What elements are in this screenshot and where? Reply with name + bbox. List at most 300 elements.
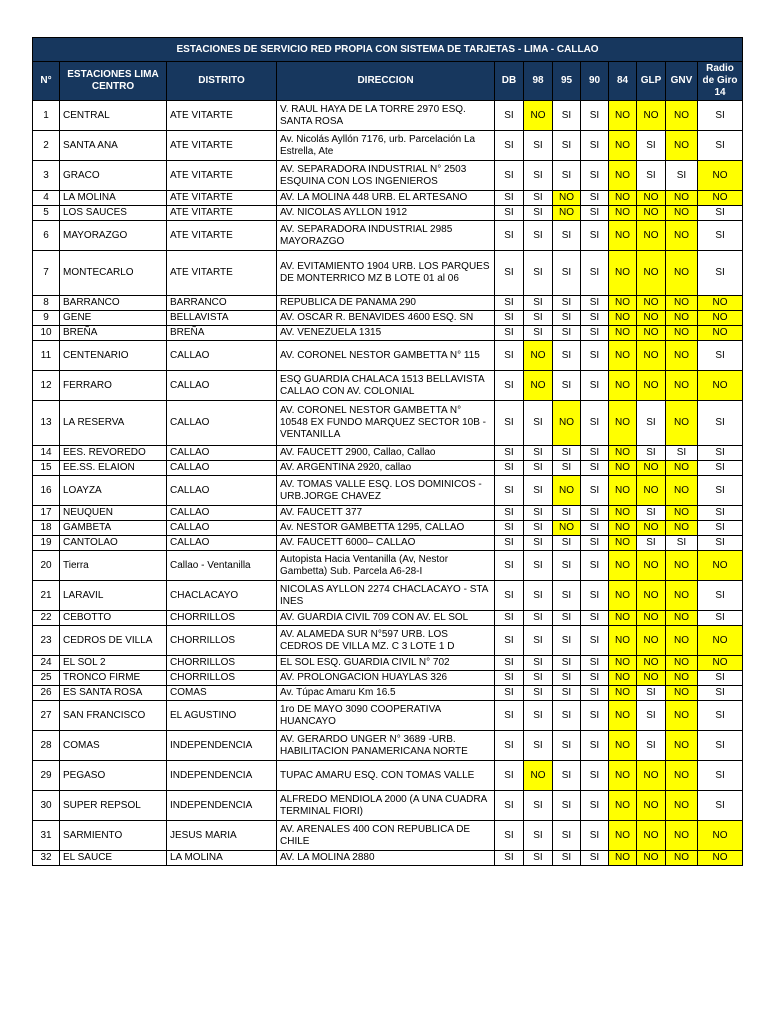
address: AV. LA MOLINA 2880 xyxy=(277,851,495,866)
address: AV. SEPARADORA INDUSTRIAL 2985 MAYORAZGO xyxy=(277,221,495,251)
flag-db: SI xyxy=(495,101,524,131)
row-number: 25 xyxy=(33,671,60,686)
station-name: EES. REVOREDO xyxy=(60,446,167,461)
header-84: 84 xyxy=(609,62,637,101)
flag-gnv: NO xyxy=(666,371,698,401)
flag-90: SI xyxy=(581,311,609,326)
flag-90: SI xyxy=(581,551,609,581)
flag-84: NO xyxy=(609,536,637,551)
flag-90: SI xyxy=(581,701,609,731)
flag-gnv: NO xyxy=(666,251,698,296)
row-number: 13 xyxy=(33,401,60,446)
table-title: ESTACIONES DE SERVICIO RED PROPIA CON SISTEMA DE TARJETAS - LIMA - CALLAO xyxy=(33,38,743,62)
stations-table xyxy=(32,37,743,866)
flag-radio-giro: SI xyxy=(698,101,743,131)
flag-gnv: NO xyxy=(666,671,698,686)
table-body xyxy=(33,101,743,866)
flag-gnv: NO xyxy=(666,461,698,476)
flag-95: SI xyxy=(553,461,581,476)
table-row xyxy=(33,476,743,506)
table-row xyxy=(33,101,743,131)
header-95: 95 xyxy=(553,62,581,101)
address: AV. NICOLAS AYLLON 1912 xyxy=(277,206,495,221)
flag-db: SI xyxy=(495,311,524,326)
flag-glp: NO xyxy=(637,326,666,341)
district-name: CHORRILLOS xyxy=(167,626,277,656)
flag-98: SI xyxy=(524,791,553,821)
header-glp: GLP xyxy=(637,62,666,101)
flag-gnv: NO xyxy=(666,206,698,221)
flag-glp: NO xyxy=(637,251,666,296)
district-name: BELLAVISTA xyxy=(167,311,277,326)
address: AV. FAUCETT 2900, Callao, Callao xyxy=(277,446,495,461)
flag-radio-giro: SI xyxy=(698,221,743,251)
station-name: SAN FRANCISCO xyxy=(60,701,167,731)
flag-84: NO xyxy=(609,821,637,851)
flag-db: SI xyxy=(495,851,524,866)
district-name: CALLAO xyxy=(167,536,277,551)
district-name: BREÑA xyxy=(167,326,277,341)
flag-gnv: NO xyxy=(666,506,698,521)
flag-gnv: NO xyxy=(666,626,698,656)
flag-98: SI xyxy=(524,821,553,851)
flag-98: SI xyxy=(524,251,553,296)
flag-84: NO xyxy=(609,551,637,581)
row-number: 16 xyxy=(33,476,60,506)
flag-95: SI xyxy=(553,626,581,656)
table-row xyxy=(33,656,743,671)
table-row xyxy=(33,341,743,371)
table-row xyxy=(33,851,743,866)
station-name: MONTECARLO xyxy=(60,251,167,296)
flag-98: SI xyxy=(524,476,553,506)
flag-db: SI xyxy=(495,611,524,626)
flag-98: SI xyxy=(524,671,553,686)
flag-gnv: NO xyxy=(666,101,698,131)
flag-radio-giro: SI xyxy=(698,461,743,476)
flag-90: SI xyxy=(581,521,609,536)
header-number: N° xyxy=(33,62,60,101)
row-number: 11 xyxy=(33,341,60,371)
row-number: 28 xyxy=(33,731,60,761)
row-number: 3 xyxy=(33,161,60,191)
flag-gnv: NO xyxy=(666,191,698,206)
flag-84: NO xyxy=(609,731,637,761)
flag-radio-giro: SI xyxy=(698,341,743,371)
flag-90: SI xyxy=(581,326,609,341)
flag-gnv: NO xyxy=(666,686,698,701)
flag-glp: NO xyxy=(637,791,666,821)
header-90: 90 xyxy=(581,62,609,101)
flag-90: SI xyxy=(581,101,609,131)
flag-radio-giro: SI xyxy=(698,476,743,506)
district-name: COMAS xyxy=(167,686,277,701)
station-name: FERRARO xyxy=(60,371,167,401)
flag-98: SI xyxy=(524,656,553,671)
flag-98: SI xyxy=(524,551,553,581)
flag-84: NO xyxy=(609,251,637,296)
flag-95: SI xyxy=(553,506,581,521)
row-number: 23 xyxy=(33,626,60,656)
flag-84: NO xyxy=(609,296,637,311)
row-number: 21 xyxy=(33,581,60,611)
row-number: 19 xyxy=(33,536,60,551)
flag-gnv: NO xyxy=(666,476,698,506)
address: AV. SEPARADORA INDUSTRIAL N° 2503 ESQUINA CON LOS INGENIEROS xyxy=(277,161,495,191)
flag-95: SI xyxy=(553,536,581,551)
flag-radio-giro: NO xyxy=(698,851,743,866)
station-name: GENE xyxy=(60,311,167,326)
flag-90: SI xyxy=(581,851,609,866)
district-name: ATE VITARTE xyxy=(167,101,277,131)
district-name: CALLAO xyxy=(167,446,277,461)
row-number: 17 xyxy=(33,506,60,521)
district-name: INDEPENDENCIA xyxy=(167,761,277,791)
flag-90: SI xyxy=(581,626,609,656)
row-number: 20 xyxy=(33,551,60,581)
flag-glp: NO xyxy=(637,551,666,581)
flag-84: NO xyxy=(609,101,637,131)
station-name: CENTENARIO xyxy=(60,341,167,371)
flag-radio-giro: SI xyxy=(698,686,743,701)
flag-90: SI xyxy=(581,251,609,296)
flag-db: SI xyxy=(495,161,524,191)
flag-gnv: NO xyxy=(666,221,698,251)
district-name: INDEPENDENCIA xyxy=(167,731,277,761)
flag-db: SI xyxy=(495,206,524,221)
flag-glp: NO xyxy=(637,206,666,221)
address: AV. GUARDIA CIVIL 709 CON AV. EL SOL xyxy=(277,611,495,626)
flag-90: SI xyxy=(581,161,609,191)
flag-db: SI xyxy=(495,731,524,761)
station-name: SUPER REPSOL xyxy=(60,791,167,821)
flag-84: NO xyxy=(609,521,637,536)
address: ESQ GUARDIA CHALACA 1513 BELLAVISTA CALLAO CON AV. COLONIAL xyxy=(277,371,495,401)
district-name: ATE VITARTE xyxy=(167,191,277,206)
flag-84: NO xyxy=(609,671,637,686)
flag-db: SI xyxy=(495,401,524,446)
district-name: ATE VITARTE xyxy=(167,161,277,191)
flag-84: NO xyxy=(609,851,637,866)
flag-radio-giro: SI xyxy=(698,791,743,821)
flag-radio-giro: SI xyxy=(698,581,743,611)
flag-95: SI xyxy=(553,311,581,326)
flag-84: NO xyxy=(609,311,637,326)
flag-95: SI xyxy=(553,656,581,671)
flag-radio-giro: NO xyxy=(698,371,743,401)
flag-radio-giro: NO xyxy=(698,326,743,341)
flag-glp: SI xyxy=(637,686,666,701)
flag-90: SI xyxy=(581,206,609,221)
flag-98: SI xyxy=(524,221,553,251)
station-name: LA RESERVA xyxy=(60,401,167,446)
row-number: 18 xyxy=(33,521,60,536)
flag-gnv: NO xyxy=(666,821,698,851)
flag-radio-giro: SI xyxy=(698,611,743,626)
flag-glp: NO xyxy=(637,611,666,626)
table-row xyxy=(33,521,743,536)
flag-84: NO xyxy=(609,476,637,506)
address: REPUBLICA DE PANAMA 290 xyxy=(277,296,495,311)
row-number: 22 xyxy=(33,611,60,626)
district-name: CALLAO xyxy=(167,476,277,506)
flag-db: SI xyxy=(495,551,524,581)
flag-radio-giro: NO xyxy=(698,626,743,656)
row-number: 1 xyxy=(33,101,60,131)
flag-gnv: NO xyxy=(666,731,698,761)
address: AV. PROLONGACION HUAYLAS 326 xyxy=(277,671,495,686)
row-number: 30 xyxy=(33,791,60,821)
district-name: LA MOLINA xyxy=(167,851,277,866)
flag-radio-giro: SI xyxy=(698,521,743,536)
flag-gnv: NO xyxy=(666,131,698,161)
row-number: 10 xyxy=(33,326,60,341)
flag-db: SI xyxy=(495,536,524,551)
flag-98: SI xyxy=(524,851,553,866)
flag-gnv: NO xyxy=(666,326,698,341)
flag-98: SI xyxy=(524,521,553,536)
flag-gnv: NO xyxy=(666,341,698,371)
flag-glp: NO xyxy=(637,371,666,401)
row-number: 12 xyxy=(33,371,60,401)
address: AV. OSCAR R. BENAVIDES 4600 ESQ. SN xyxy=(277,311,495,326)
flag-db: SI xyxy=(495,131,524,161)
flag-db: SI xyxy=(495,296,524,311)
table-row xyxy=(33,446,743,461)
flag-98: SI xyxy=(524,401,553,446)
table-row xyxy=(33,611,743,626)
flag-95: SI xyxy=(553,296,581,311)
row-number: 29 xyxy=(33,761,60,791)
flag-95: SI xyxy=(553,581,581,611)
district-name: ATE VITARTE xyxy=(167,251,277,296)
flag-90: SI xyxy=(581,821,609,851)
row-number: 31 xyxy=(33,821,60,851)
header-row xyxy=(33,62,743,101)
flag-95: SI xyxy=(553,131,581,161)
district-name: CALLAO xyxy=(167,371,277,401)
flag-84: NO xyxy=(609,701,637,731)
flag-db: SI xyxy=(495,791,524,821)
flag-gnv: NO xyxy=(666,611,698,626)
flag-90: SI xyxy=(581,611,609,626)
station-name: CEBOTTO xyxy=(60,611,167,626)
district-name: ATE VITARTE xyxy=(167,131,277,161)
flag-gnv: NO xyxy=(666,656,698,671)
flag-84: NO xyxy=(609,611,637,626)
flag-95: SI xyxy=(553,446,581,461)
flag-84: NO xyxy=(609,686,637,701)
flag-glp: SI xyxy=(637,161,666,191)
district-name: CALLAO xyxy=(167,521,277,536)
station-name: LA MOLINA xyxy=(60,191,167,206)
district-name: EL AGUSTINO xyxy=(167,701,277,731)
flag-radio-giro: SI xyxy=(698,131,743,161)
table-row xyxy=(33,551,743,581)
station-name: GAMBETA xyxy=(60,521,167,536)
flag-glp: NO xyxy=(637,101,666,131)
flag-glp: NO xyxy=(637,626,666,656)
flag-db: SI xyxy=(495,446,524,461)
flag-95: SI xyxy=(553,101,581,131)
flag-db: SI xyxy=(495,671,524,686)
district-name: INDEPENDENCIA xyxy=(167,791,277,821)
flag-95: SI xyxy=(553,341,581,371)
flag-glp: NO xyxy=(637,521,666,536)
flag-glp: SI xyxy=(637,701,666,731)
station-name: SARMIENTO xyxy=(60,821,167,851)
header-address: DIRECCION xyxy=(277,62,495,101)
district-name: CHORRILLOS xyxy=(167,671,277,686)
flag-90: SI xyxy=(581,506,609,521)
flag-db: SI xyxy=(495,476,524,506)
station-name: NEUQUEN xyxy=(60,506,167,521)
station-name: Tierra xyxy=(60,551,167,581)
flag-95: SI xyxy=(553,371,581,401)
flag-db: SI xyxy=(495,701,524,731)
flag-84: NO xyxy=(609,506,637,521)
flag-95: NO xyxy=(553,521,581,536)
flag-radio-giro: SI xyxy=(698,536,743,551)
district-name: CALLAO xyxy=(167,341,277,371)
flag-glp: NO xyxy=(637,851,666,866)
flag-glp: SI xyxy=(637,506,666,521)
flag-95: SI xyxy=(553,671,581,686)
flag-95: SI xyxy=(553,611,581,626)
address: AV. GERARDO UNGER N° 3689 -URB. HABILITACION PANAMERICANA NORTE xyxy=(277,731,495,761)
header-gnv: GNV xyxy=(666,62,698,101)
flag-90: SI xyxy=(581,536,609,551)
flag-radio-giro: NO xyxy=(698,656,743,671)
flag-98: SI xyxy=(524,731,553,761)
station-name: BARRANCO xyxy=(60,296,167,311)
flag-98: SI xyxy=(524,626,553,656)
flag-98: SI xyxy=(524,536,553,551)
flag-gnv: NO xyxy=(666,701,698,731)
flag-90: SI xyxy=(581,371,609,401)
station-name: SANTA ANA xyxy=(60,131,167,161)
row-number: 15 xyxy=(33,461,60,476)
table-row xyxy=(33,686,743,701)
flag-glp: NO xyxy=(637,656,666,671)
flag-98: SI xyxy=(524,701,553,731)
flag-90: SI xyxy=(581,686,609,701)
flag-98: SI xyxy=(524,686,553,701)
flag-90: SI xyxy=(581,671,609,686)
flag-95: SI xyxy=(553,821,581,851)
table-row xyxy=(33,536,743,551)
flag-db: SI xyxy=(495,761,524,791)
flag-84: NO xyxy=(609,341,637,371)
flag-90: SI xyxy=(581,581,609,611)
station-name: COMAS xyxy=(60,731,167,761)
flag-95: SI xyxy=(553,761,581,791)
flag-95: SI xyxy=(553,731,581,761)
flag-radio-giro: NO xyxy=(698,191,743,206)
district-name: CALLAO xyxy=(167,401,277,446)
address: EL SOL ESQ. GUARDIA CIVIL N° 702 xyxy=(277,656,495,671)
flag-radio-giro: SI xyxy=(698,206,743,221)
flag-95: SI xyxy=(553,551,581,581)
table-row xyxy=(33,401,743,446)
flag-glp: NO xyxy=(637,761,666,791)
flag-gnv: NO xyxy=(666,401,698,446)
flag-glp: NO xyxy=(637,296,666,311)
station-name: EL SOL 2 xyxy=(60,656,167,671)
flag-glp: NO xyxy=(637,581,666,611)
table-row xyxy=(33,626,743,656)
station-name: EE.SS. ELAION xyxy=(60,461,167,476)
flag-98: SI xyxy=(524,191,553,206)
flag-84: NO xyxy=(609,581,637,611)
flag-db: SI xyxy=(495,221,524,251)
header-district: DISTRITO xyxy=(167,62,277,101)
flag-98: SI xyxy=(524,296,553,311)
address: AV. ARENALES 400 CON REPUBLICA DE CHILE xyxy=(277,821,495,851)
flag-90: SI xyxy=(581,791,609,821)
district-name: JESUS MARIA xyxy=(167,821,277,851)
address: AV. TOMAS VALLE ESQ. LOS DOMINICOS -URB.JORGE CHAVEZ xyxy=(277,476,495,506)
flag-98: NO xyxy=(524,341,553,371)
flag-radio-giro: NO xyxy=(698,311,743,326)
flag-gnv: NO xyxy=(666,521,698,536)
flag-95: NO xyxy=(553,206,581,221)
flag-98: SI xyxy=(524,446,553,461)
flag-radio-giro: SI xyxy=(698,401,743,446)
flag-98: SI xyxy=(524,311,553,326)
flag-95: NO xyxy=(553,401,581,446)
flag-90: SI xyxy=(581,761,609,791)
flag-95: SI xyxy=(553,251,581,296)
address: AV. ARGENTINA 2920, callao xyxy=(277,461,495,476)
flag-radio-giro: SI xyxy=(698,731,743,761)
address: AV. CORONEL NESTOR GAMBETTA N° 115 xyxy=(277,341,495,371)
flag-glp: SI xyxy=(637,731,666,761)
table-row xyxy=(33,701,743,731)
flag-98: SI xyxy=(524,611,553,626)
flag-gnv: SI xyxy=(666,161,698,191)
station-name: CENTRAL xyxy=(60,101,167,131)
flag-95: SI xyxy=(553,791,581,821)
flag-db: SI xyxy=(495,341,524,371)
address: AV. CORONEL NESTOR GAMBETTA N° 10548 EX FUNDO MARQUEZ SECTOR 10B -VENTANILLA xyxy=(277,401,495,446)
flag-95: NO xyxy=(553,191,581,206)
flag-gnv: SI xyxy=(666,446,698,461)
flag-radio-giro: SI xyxy=(698,446,743,461)
flag-98: SI xyxy=(524,461,553,476)
flag-90: SI xyxy=(581,191,609,206)
row-number: 8 xyxy=(33,296,60,311)
district-name: CHORRILLOS xyxy=(167,656,277,671)
flag-db: SI xyxy=(495,371,524,401)
row-number: 7 xyxy=(33,251,60,296)
flag-98: NO xyxy=(524,371,553,401)
flag-glp: NO xyxy=(637,221,666,251)
header-station: ESTACIONES LIMA CENTRO xyxy=(60,62,167,101)
flag-84: NO xyxy=(609,221,637,251)
flag-98: SI xyxy=(524,581,553,611)
flag-radio-giro: SI xyxy=(698,761,743,791)
row-number: 9 xyxy=(33,311,60,326)
table-row xyxy=(33,191,743,206)
table-row xyxy=(33,791,743,821)
flag-84: NO xyxy=(609,791,637,821)
address: AV. FAUCETT 377 xyxy=(277,506,495,521)
table-row xyxy=(33,461,743,476)
flag-95: SI xyxy=(553,326,581,341)
row-number: 5 xyxy=(33,206,60,221)
row-number: 6 xyxy=(33,221,60,251)
